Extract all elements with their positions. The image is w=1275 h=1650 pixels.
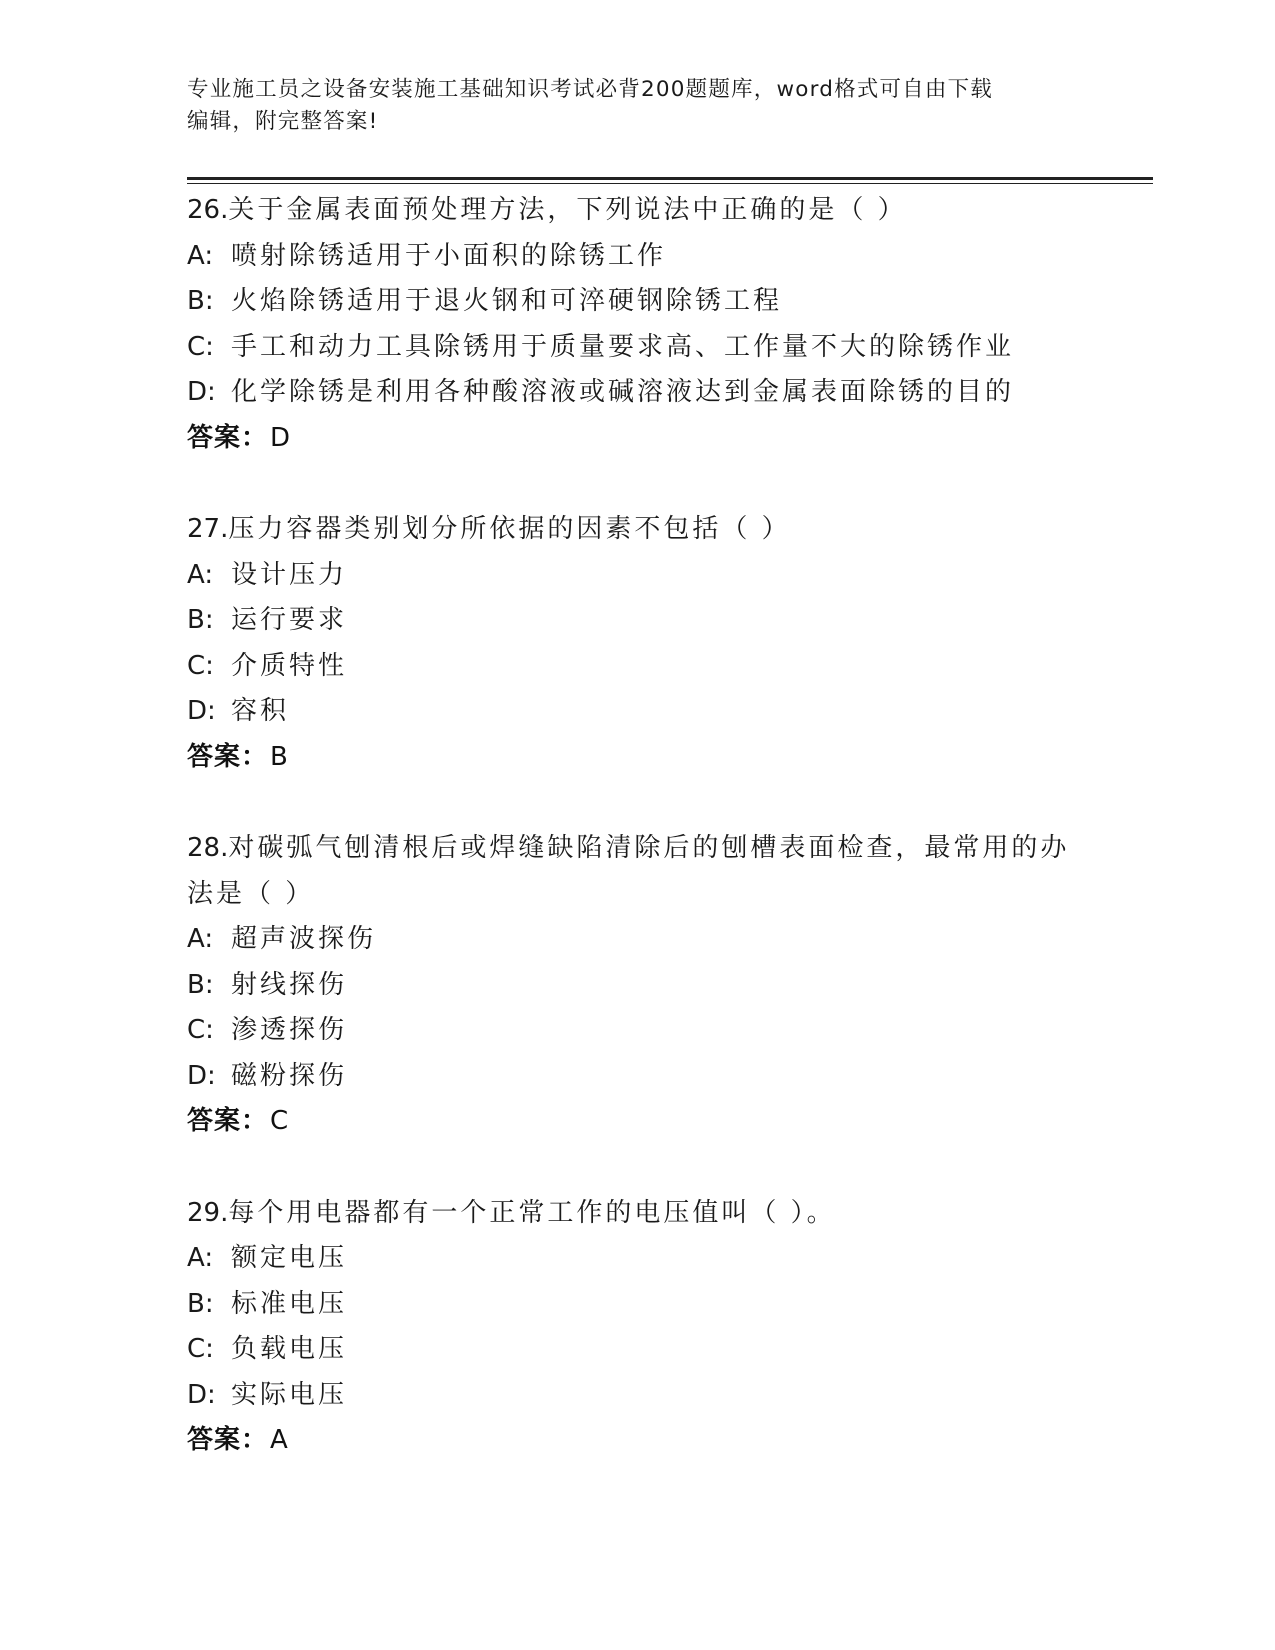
option-a (187, 917, 1087, 963)
answer-label: 答案： (187, 741, 269, 772)
option-text: 火焰除锈适用于退火钢和可淬硬钢除锈工程 (231, 286, 783, 316)
option-text: 手工和动力工具除锈用于质量要求高、工作量不大的除锈作业 (231, 331, 1015, 362)
option-a (187, 1236, 1087, 1282)
answer-line (187, 735, 1087, 781)
option-b (187, 598, 1087, 644)
option-c (187, 325, 1087, 371)
question-stem (187, 1191, 1087, 1237)
answer-line (187, 1418, 1087, 1464)
option-letter: D: (187, 377, 216, 407)
question-29 (187, 1191, 1087, 1464)
option-letter: C: (187, 331, 214, 362)
question-text: 对碳弧气刨清根后或焊缝缺陷清除后的刨槽表面检查，最常用的办法是（ ） (187, 833, 1070, 909)
option-text: 化学除锈是利用各种酸溶液或碱溶液达到金属表面除锈的目的 (231, 377, 1015, 407)
header-divider-thin (187, 183, 1153, 184)
question-list (187, 188, 1087, 1510)
question-27 (187, 507, 1087, 780)
option-letter: C: (187, 650, 214, 681)
option-letter: A: (187, 240, 214, 271)
option-text: 射线探伤 (231, 969, 348, 1000)
option-d (187, 370, 1087, 416)
option-letter: B: (187, 969, 214, 1000)
option-letter: D: (187, 1379, 216, 1410)
option-text: 容积 (231, 696, 290, 726)
answer-label: 答案： (187, 1106, 269, 1136)
option-letter: B: (187, 286, 214, 316)
question-number: 28. (187, 833, 229, 863)
option-text: 负载电压 (231, 1334, 348, 1364)
header-title-line-2: 编辑，附完整答案! (187, 109, 379, 134)
option-letter: C: (187, 1015, 214, 1045)
question-text: 每个用电器都有一个正常工作的电压值叫（ ）。 (228, 1197, 836, 1228)
answer-value: A (270, 1425, 289, 1455)
question-text: 压力容器类别划分所依据的因素不包括（ ） (228, 514, 791, 544)
option-letter: B: (187, 605, 214, 635)
option-text: 实际电压 (231, 1379, 348, 1410)
document-header (187, 74, 1067, 138)
option-c (187, 1327, 1087, 1373)
option-letter: D: (187, 696, 216, 726)
option-d (187, 689, 1087, 735)
answer-value: C (270, 1106, 290, 1136)
option-letter: A: (187, 924, 214, 954)
option-text: 磁粉探伤 (231, 1060, 348, 1091)
answer-label: 答案： (187, 1425, 269, 1455)
option-text: 渗透探伤 (231, 1015, 348, 1045)
option-letter: C: (187, 1334, 214, 1364)
option-a (187, 553, 1087, 599)
option-text: 设计压力 (231, 559, 348, 590)
answer-value: B (270, 741, 289, 772)
option-c (187, 1008, 1087, 1054)
option-d (187, 1054, 1087, 1100)
option-b (187, 963, 1087, 1009)
option-b (187, 279, 1087, 325)
option-letter: B: (187, 1288, 214, 1319)
question-stem (187, 188, 1087, 234)
option-text: 介质特性 (231, 650, 348, 681)
option-text: 标准电压 (231, 1288, 348, 1319)
answer-line (187, 1099, 1087, 1145)
answer-label: 答案： (187, 422, 269, 453)
option-d (187, 1373, 1087, 1419)
option-text: 额定电压 (231, 1243, 348, 1273)
header-title-line-1: 专业施工员之设备安装施工基础知识考试必背200题题库，word格式可自由下载 (187, 77, 993, 102)
question-number: 26. (187, 195, 229, 225)
question-stem (187, 826, 1087, 917)
question-26 (187, 188, 1087, 461)
option-text: 喷射除锈适用于小面积的除锈工作 (231, 240, 667, 271)
answer-value: D (270, 422, 292, 453)
question-number: 29. (187, 1197, 229, 1228)
option-letter: A: (187, 559, 214, 590)
question-number: 27. (187, 514, 229, 544)
option-b (187, 1282, 1087, 1328)
question-text: 关于金属表面预处理方法，下列说法中正确的是（ ） (228, 195, 907, 225)
option-a (187, 234, 1087, 280)
option-letter: A: (187, 1243, 214, 1273)
option-letter: D: (187, 1060, 216, 1091)
header-divider-thick (187, 177, 1153, 180)
option-text: 超声波探伤 (231, 924, 377, 954)
answer-line (187, 416, 1087, 462)
question-stem (187, 507, 1087, 553)
option-c (187, 644, 1087, 690)
question-28 (187, 826, 1087, 1145)
option-text: 运行要求 (231, 605, 348, 635)
